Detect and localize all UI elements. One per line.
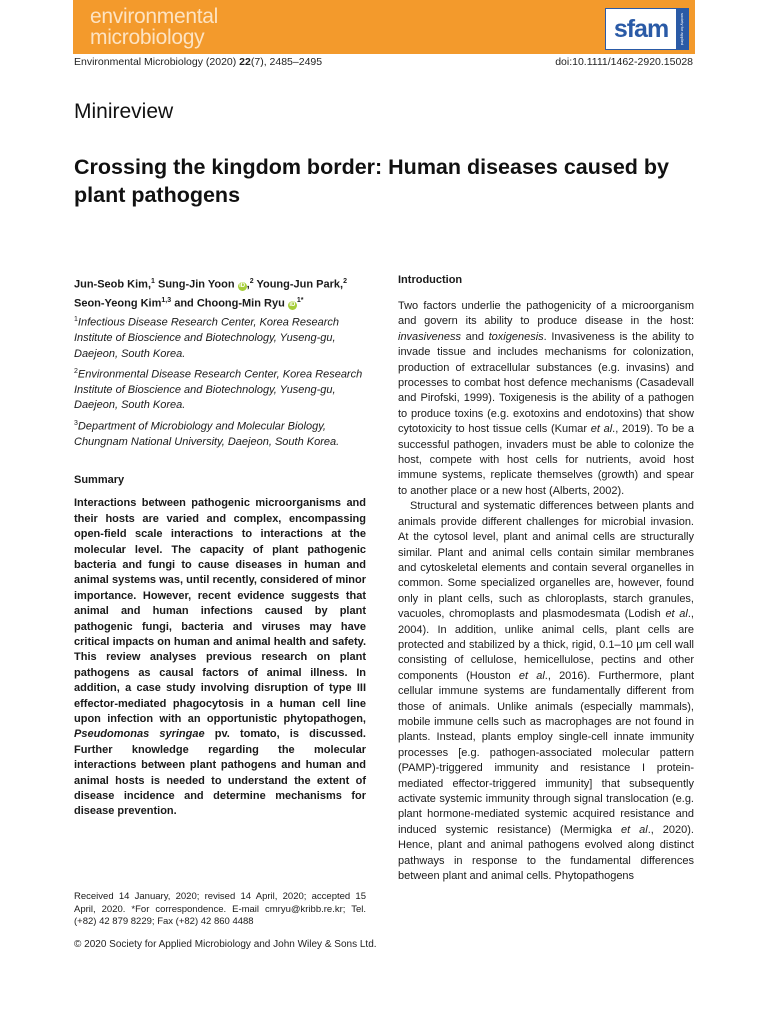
italic-run: et al bbox=[620, 823, 648, 836]
italic-run: toxigenesis bbox=[488, 330, 544, 343]
sfam-logo bbox=[605, 8, 689, 50]
logo-text: sfam bbox=[613, 15, 669, 43]
author-conjunction: and bbox=[171, 297, 197, 310]
received-note: Received 14 January, 2020; revised 14 April, 2020; accepted 15 April, 2020. *For correspondence. E-mail cmryu@kribb.re.kr; Tel. (+82) 42 879 8229; Fax (+82) 42 860 4488 bbox=[74, 891, 366, 927]
author-list: Jun-Seob Kim,$^1$ Sung-Jin Yoon iD ,$^2$ Young-Jun Park,$^2$ Seon-Yeong Kim$^{1,3}$ and Choong-Min Ryu $iD^{1*}$ bbox=[74, 278, 347, 310]
text-run: . Invasiveness is the ability to invade tissue and includes mechanisms for colonization, production of extracellular substances (e.g. invasins) and processes to combat host defence mechanisms (Casadevall and Pirofski, 1999). Toxigenesis is the ability of a pathogen to produce toxins (e.g. exotoxins and endotoxins) that show cytotoxicity to host tissue cells (Kumar bbox=[398, 330, 694, 436]
citation-suffix: (7), 2485–2495 bbox=[250, 56, 323, 68]
author-sup: 1 bbox=[151, 278, 155, 285]
author-sup: 1,3 bbox=[161, 297, 172, 305]
author-sup: 1* bbox=[296, 297, 304, 305]
italic-run: et al bbox=[665, 608, 688, 621]
citation-volume: 22 bbox=[239, 56, 251, 68]
journal-name bbox=[90, 6, 218, 48]
intro-paragraph bbox=[398, 499, 694, 884]
affiliation-number: 3 bbox=[74, 419, 78, 427]
summary-text-part: pv. tomato, is discussed. Further knowledge regarding the molecular interactions between plant pathogens and human and animal hosts is needed to understand the extent of disease incidence and determine mechanisms for disease prevention. bbox=[74, 728, 366, 818]
citation-prefix: Environmental Microbiology (2020) bbox=[74, 56, 240, 68]
text-run: ., 2019). To be a successful pathogen, invaders must be able to colonize the host, compete with host cells for nutrients, avoid host immune systems, replicate themselves (growth) and spear to another place or a new host (Alberts, 2002). bbox=[398, 423, 694, 497]
affiliation-text: Environmental Disease Research Center, Korea Research Institute of Bioscience and Biotechnology, Yuseng-gu, Daejeon, South Korea. bbox=[74, 368, 363, 412]
summary-heading: Summary bbox=[74, 474, 125, 487]
intro-paragraph bbox=[398, 299, 694, 499]
logo-subtext: society for applied microbiology bbox=[676, 9, 688, 49]
article-title: Crossing the kingdom border: Human diseases caused by plant pathogens bbox=[74, 155, 669, 207]
italic-run: et al bbox=[590, 423, 613, 436]
author-name[interactable]: Choong-Min Ryu bbox=[196, 297, 285, 310]
italic-run: et al bbox=[518, 669, 545, 682]
affiliation-text: Infectious Disease Research Center, Korea Research Institute of Bioscience and Biotechnology, Yuseng-gu, Daejeon, South Korea. bbox=[74, 316, 339, 360]
affiliation bbox=[74, 416, 366, 450]
left-column bbox=[74, 274, 366, 820]
author-name[interactable]: Seon-Yeong Kim bbox=[74, 297, 162, 310]
author-name[interactable]: Young-Jun Park, bbox=[253, 278, 344, 291]
article-type: Minireview bbox=[74, 100, 174, 123]
doi[interactable]: doi:10.1111/1462-2920.15028 bbox=[555, 56, 693, 68]
author-name[interactable]: Jun-Seob Kim, bbox=[74, 278, 152, 291]
affiliation bbox=[74, 312, 366, 362]
author-name[interactable]: Sung-Jin Yoon bbox=[154, 278, 235, 291]
affiliation-number: 2 bbox=[74, 368, 78, 375]
species-name: Pseudomonas syringae bbox=[74, 728, 205, 741]
affiliation-number: 1 bbox=[74, 316, 78, 324]
citation bbox=[74, 56, 322, 68]
text-run: and bbox=[460, 330, 489, 343]
author-sup: 2 bbox=[343, 278, 347, 285]
text-run: ., 2020). Hence, plant and animal pathogens evolved along distinct pathways in response to the fundamental differences between plant and animal cells. Phytopathogens bbox=[398, 823, 694, 883]
orcid-icon[interactable]: iD bbox=[289, 301, 296, 308]
author-sup: 2 bbox=[249, 278, 254, 285]
affiliation-text: Department of Microbiology and Molecular Biology, Chungnam National University, Daejeon, South Korea. bbox=[74, 420, 340, 448]
text-run: Structural and systematic differences between plants and animals provide different challenges for microbial invasion. At the cytosol level, plant and animal cells are structurally similar. Plant and animal cells contain similar membranes and cytoskeletal elements and contain several organelles in common. Some specialized organelles are, however, found only in plant cells, such as chloroplasts, starch granules, vacuoles, chromoplasts and plasmodesmata (Lodish bbox=[398, 500, 694, 621]
text-run: Two factors underlie the pathogenicity of a microorganism and govern its ability to produce disease in the host: bbox=[398, 300, 694, 328]
journal-name-line2: microbiology bbox=[90, 26, 205, 49]
copyright: © 2020 Society for Applied Microbiology and John Wiley & Sons Ltd. bbox=[74, 939, 377, 950]
affiliation bbox=[74, 364, 366, 414]
italic-run: invasiveness bbox=[398, 330, 461, 343]
introduction-heading: Introduction bbox=[398, 274, 463, 286]
journal-name-line1: environmental bbox=[90, 5, 219, 28]
orcid-icon[interactable]: iD bbox=[239, 282, 246, 289]
summary-text-part: Interactions between pathogenic microorganisms and their hosts are varied and complex, encompassing open-field scale interactions to interactions at the molecular level. The capacity of plant pathogenic bacteria and fungi to cause diseases in human and animal systems was, until recently, considered of minor importance. However, recent evidence suggests that animal and human infections caused by plant pathogenic fungi, bacteria and viruses may have critical impacts on human and animal health and safety. This review analyses previous research on plant pathogens as causal factors of animal illness. In addition, a case study involving disruption of type III effector-mediated phagocytosis in a human cell line upon infection with an opportunistic phytopathogen, bbox=[74, 497, 366, 726]
text-run: ., 2004). In addition, unlike animal cells, plant cells are protected and stabilized by a thick, rigid, 0.1–10 μm cell wall consisting of cellulose, hemicellulose, pectins and other components (Houston bbox=[398, 608, 694, 682]
right-column bbox=[398, 274, 694, 884]
summary-text bbox=[74, 496, 366, 820]
text-run: ., 2016). Furthermore, plant cellular immune systems are fundamentally different from those of animals. Unlike animals (especially mammals), mobile immune cells such as macrophages are not found in plants. Instead, plants employ single-cell innate immunity processes [e.g. pathogen-associated molecular pattern (PAMP)-triggered immunity and resistance I protein-mediated effector-triggered immunity] that subsequently activate systemic immunity through signal translocation (e.g. plant hormone-mediated systemic acquired resistance and induced systemic resistance) (Mermigka bbox=[398, 669, 695, 836]
